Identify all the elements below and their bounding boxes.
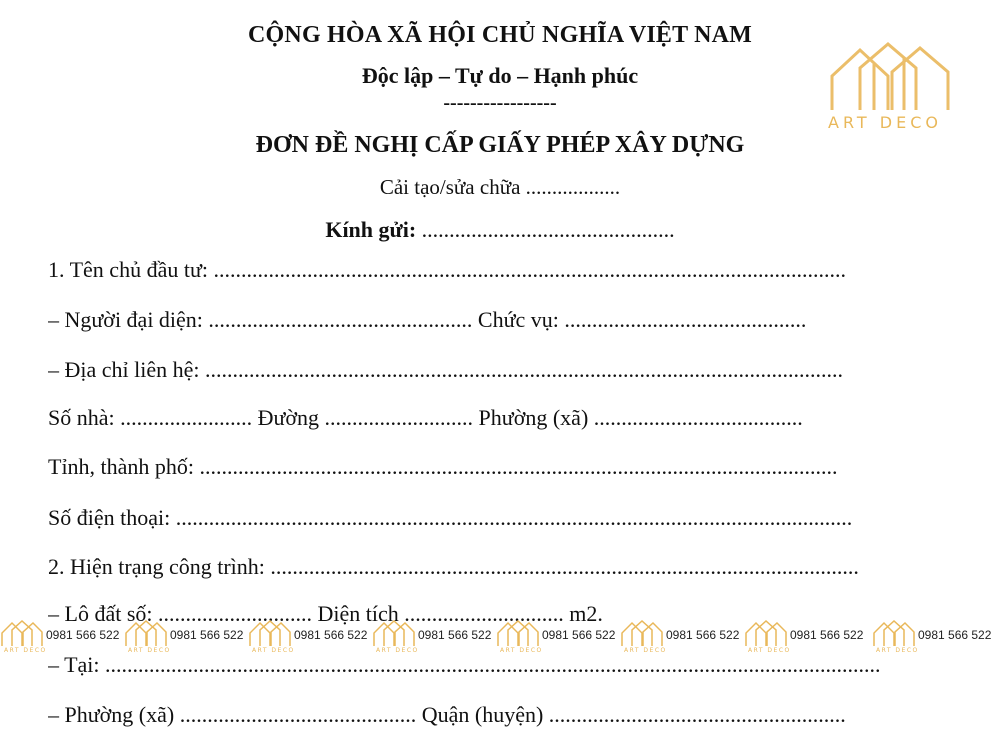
- watermark-logo-icon: [744, 618, 788, 648]
- watermark-strip: [0, 618, 1000, 656]
- watermark-logo-icon: [620, 618, 664, 648]
- watermark-phone: 0981 566 522: [418, 628, 492, 642]
- watermark-logo-icon: [872, 618, 916, 648]
- document-title: ĐƠN ĐỀ NGHỊ CẤP GIẤY PHÉP XÂY DỰNG: [255, 132, 745, 158]
- field-location: – Tại: .............................................................................................................................................: [48, 652, 881, 677]
- field-contact-address: – Địa chỉ liên hệ: ....................................................................................................................: [48, 357, 844, 382]
- watermark-wordmark: ART DECO: [876, 647, 919, 654]
- watermark-phone: 0981 566 522: [918, 628, 992, 642]
- watermark-logo-icon: [372, 618, 416, 648]
- document-subtitle: Cải tạo/sửa chữa ..................: [379, 175, 621, 199]
- watermark-phone: 0981 566 522: [542, 628, 616, 642]
- watermark-wordmark: ART DECO: [128, 647, 171, 654]
- national-title: CỘNG HÒA XÃ HỘI CHỦ NGHĨA VIỆT NAM: [248, 22, 752, 48]
- watermark-wordmark: ART DECO: [252, 647, 295, 654]
- field-house-street-ward: Số nhà: ........................ Đường ........................... Phường (xã) ......................................: [48, 405, 803, 430]
- field-investor-name: 1. Tên chủ đầu tư: ...................................................................................................................: [48, 257, 846, 282]
- national-motto: Độc lập – Tự do – Hạnh phúc: [361, 63, 639, 88]
- watermark-phone: 0981 566 522: [46, 628, 120, 642]
- field-province-city: Tỉnh, thành phố: ....................................................................................................................: [48, 454, 838, 479]
- field-representative: – Người đại diện: ................................................ Chức vụ: ............................................: [48, 307, 807, 332]
- watermark-logo-icon: [496, 618, 540, 648]
- watermark-wordmark: ART DECO: [4, 647, 47, 654]
- field-ward-district: – Phường (xã) ........................................... Quận (huyện) ......................................................: [48, 702, 846, 727]
- watermark-phone: 0981 566 522: [170, 628, 244, 642]
- watermark-phone: 0981 566 522: [294, 628, 368, 642]
- watermark-phone: 0981 566 522: [790, 628, 864, 642]
- field-current-status: 2. Hiện trạng công trình: ...........................................................................................................: [48, 554, 859, 579]
- watermark-wordmark: ART DECO: [624, 647, 667, 654]
- watermark-logo-icon: [0, 618, 44, 648]
- field-phone-number: Số điện thoại: ...........................................................................................................................: [48, 505, 853, 530]
- salutation-line: [0, 217, 1000, 243]
- watermark-logo-icon: [124, 618, 168, 648]
- header-divider: -----------------: [443, 92, 557, 114]
- salutation-label: Kính gửi:: [325, 217, 417, 242]
- logo-wordmark: ART DECO: [828, 113, 942, 132]
- watermark-phone: 0981 566 522: [666, 628, 740, 642]
- salutation-recipient-blank: ..............................................: [416, 217, 675, 242]
- watermark-wordmark: ART DECO: [376, 647, 419, 654]
- field-lot-area: – Lô đất số: ............................ Diện tích ............................. m2.: [48, 601, 603, 626]
- watermark-logo-icon: [248, 618, 292, 648]
- watermark-wordmark: ART DECO: [748, 647, 791, 654]
- watermark-wordmark: ART DECO: [500, 647, 543, 654]
